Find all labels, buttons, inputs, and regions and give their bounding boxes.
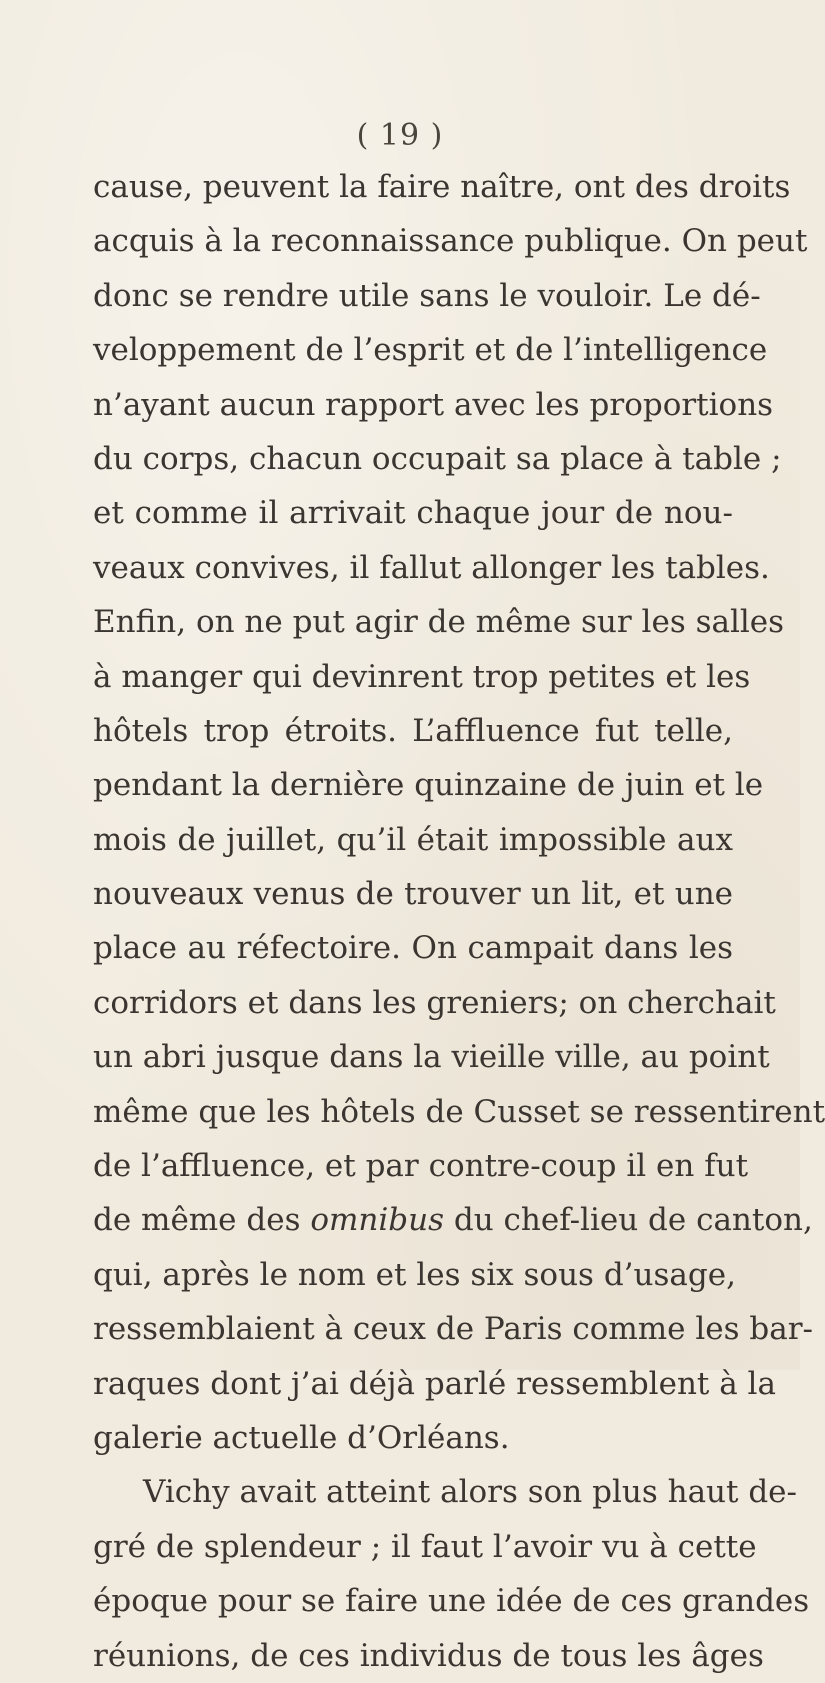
- paragraph-start-line: Vichy avait atteint alors son plus haut de-: [143, 1474, 797, 1511]
- text-line-omnibus: [93, 1193, 813, 1247]
- text-line: cause, peuvent la faire naître, ont des droits: [93, 169, 791, 205]
- text-line: un abri jusque dans la vieille ville, au point: [93, 1039, 770, 1076]
- text-line: nouveaux venus de trouver un lit, et une: [93, 876, 733, 913]
- text-line: même que les hôtels de Cusset se ressentirent: [93, 1093, 825, 1130]
- text-line: veaux convives, il fallut allonger les tables.: [93, 549, 770, 586]
- text-line: acquis à la reconnaissance publique. On peut: [93, 223, 808, 260]
- italic-word: omnibus: [310, 1202, 445, 1239]
- text-line: raques dont j’ai déjà parlé ressemblent à la: [93, 1365, 776, 1402]
- text-line: donc se rendre utile sans le vouloir. Le dé-: [93, 277, 761, 314]
- text-segment: du chef-lieu de canton,: [444, 1202, 813, 1239]
- text-line: veloppement de l’esprit et de l’intelligence: [93, 332, 768, 369]
- text-line: corridors et dans les greniers; on cherchait: [93, 984, 776, 1021]
- text-line: époque pour se faire une idée de ces grandes: [93, 1583, 810, 1620]
- text-line: n’ayant aucun rapport avec les proportions: [93, 386, 774, 423]
- text-line: gré de splendeur ; il faut l’avoir vu à cette: [93, 1528, 757, 1565]
- text-line: pendant la dernière quinzaine de juin et le: [93, 767, 764, 804]
- paragraph-end-line: galerie actuelle d’Orléans.: [93, 1419, 510, 1456]
- text-line: hôtels trop étroits. L’affluence fut telle,: [93, 712, 733, 749]
- text-line: et comme il arrivait chaque jour de nou-: [93, 495, 733, 532]
- text-line: qui, après le nom et les six sous d’usage,: [93, 1256, 736, 1293]
- page-number: ( 19 ): [356, 118, 444, 153]
- text-line: place au réfectoire. On campait dans les: [93, 930, 733, 967]
- text-line: Enfin, on ne put agir de même sur les salles: [93, 604, 785, 641]
- text-segment: de même des: [93, 1202, 311, 1239]
- text-line: du corps, chacun occupait sa place à table ;: [93, 440, 782, 477]
- text-line: ressemblaient à ceux de Paris comme les bar-: [93, 1311, 813, 1348]
- text-line: à manger qui devinrent trop petites et les: [93, 658, 751, 695]
- page-body-text: [93, 160, 825, 1683]
- text-line: de l’affluence, et par contre-coup il en fut: [93, 1148, 749, 1185]
- text-line: mois de juillet, qu’il était impossible aux: [93, 821, 733, 858]
- text-line: réunions, de ces individus de tous les âges: [93, 1637, 764, 1674]
